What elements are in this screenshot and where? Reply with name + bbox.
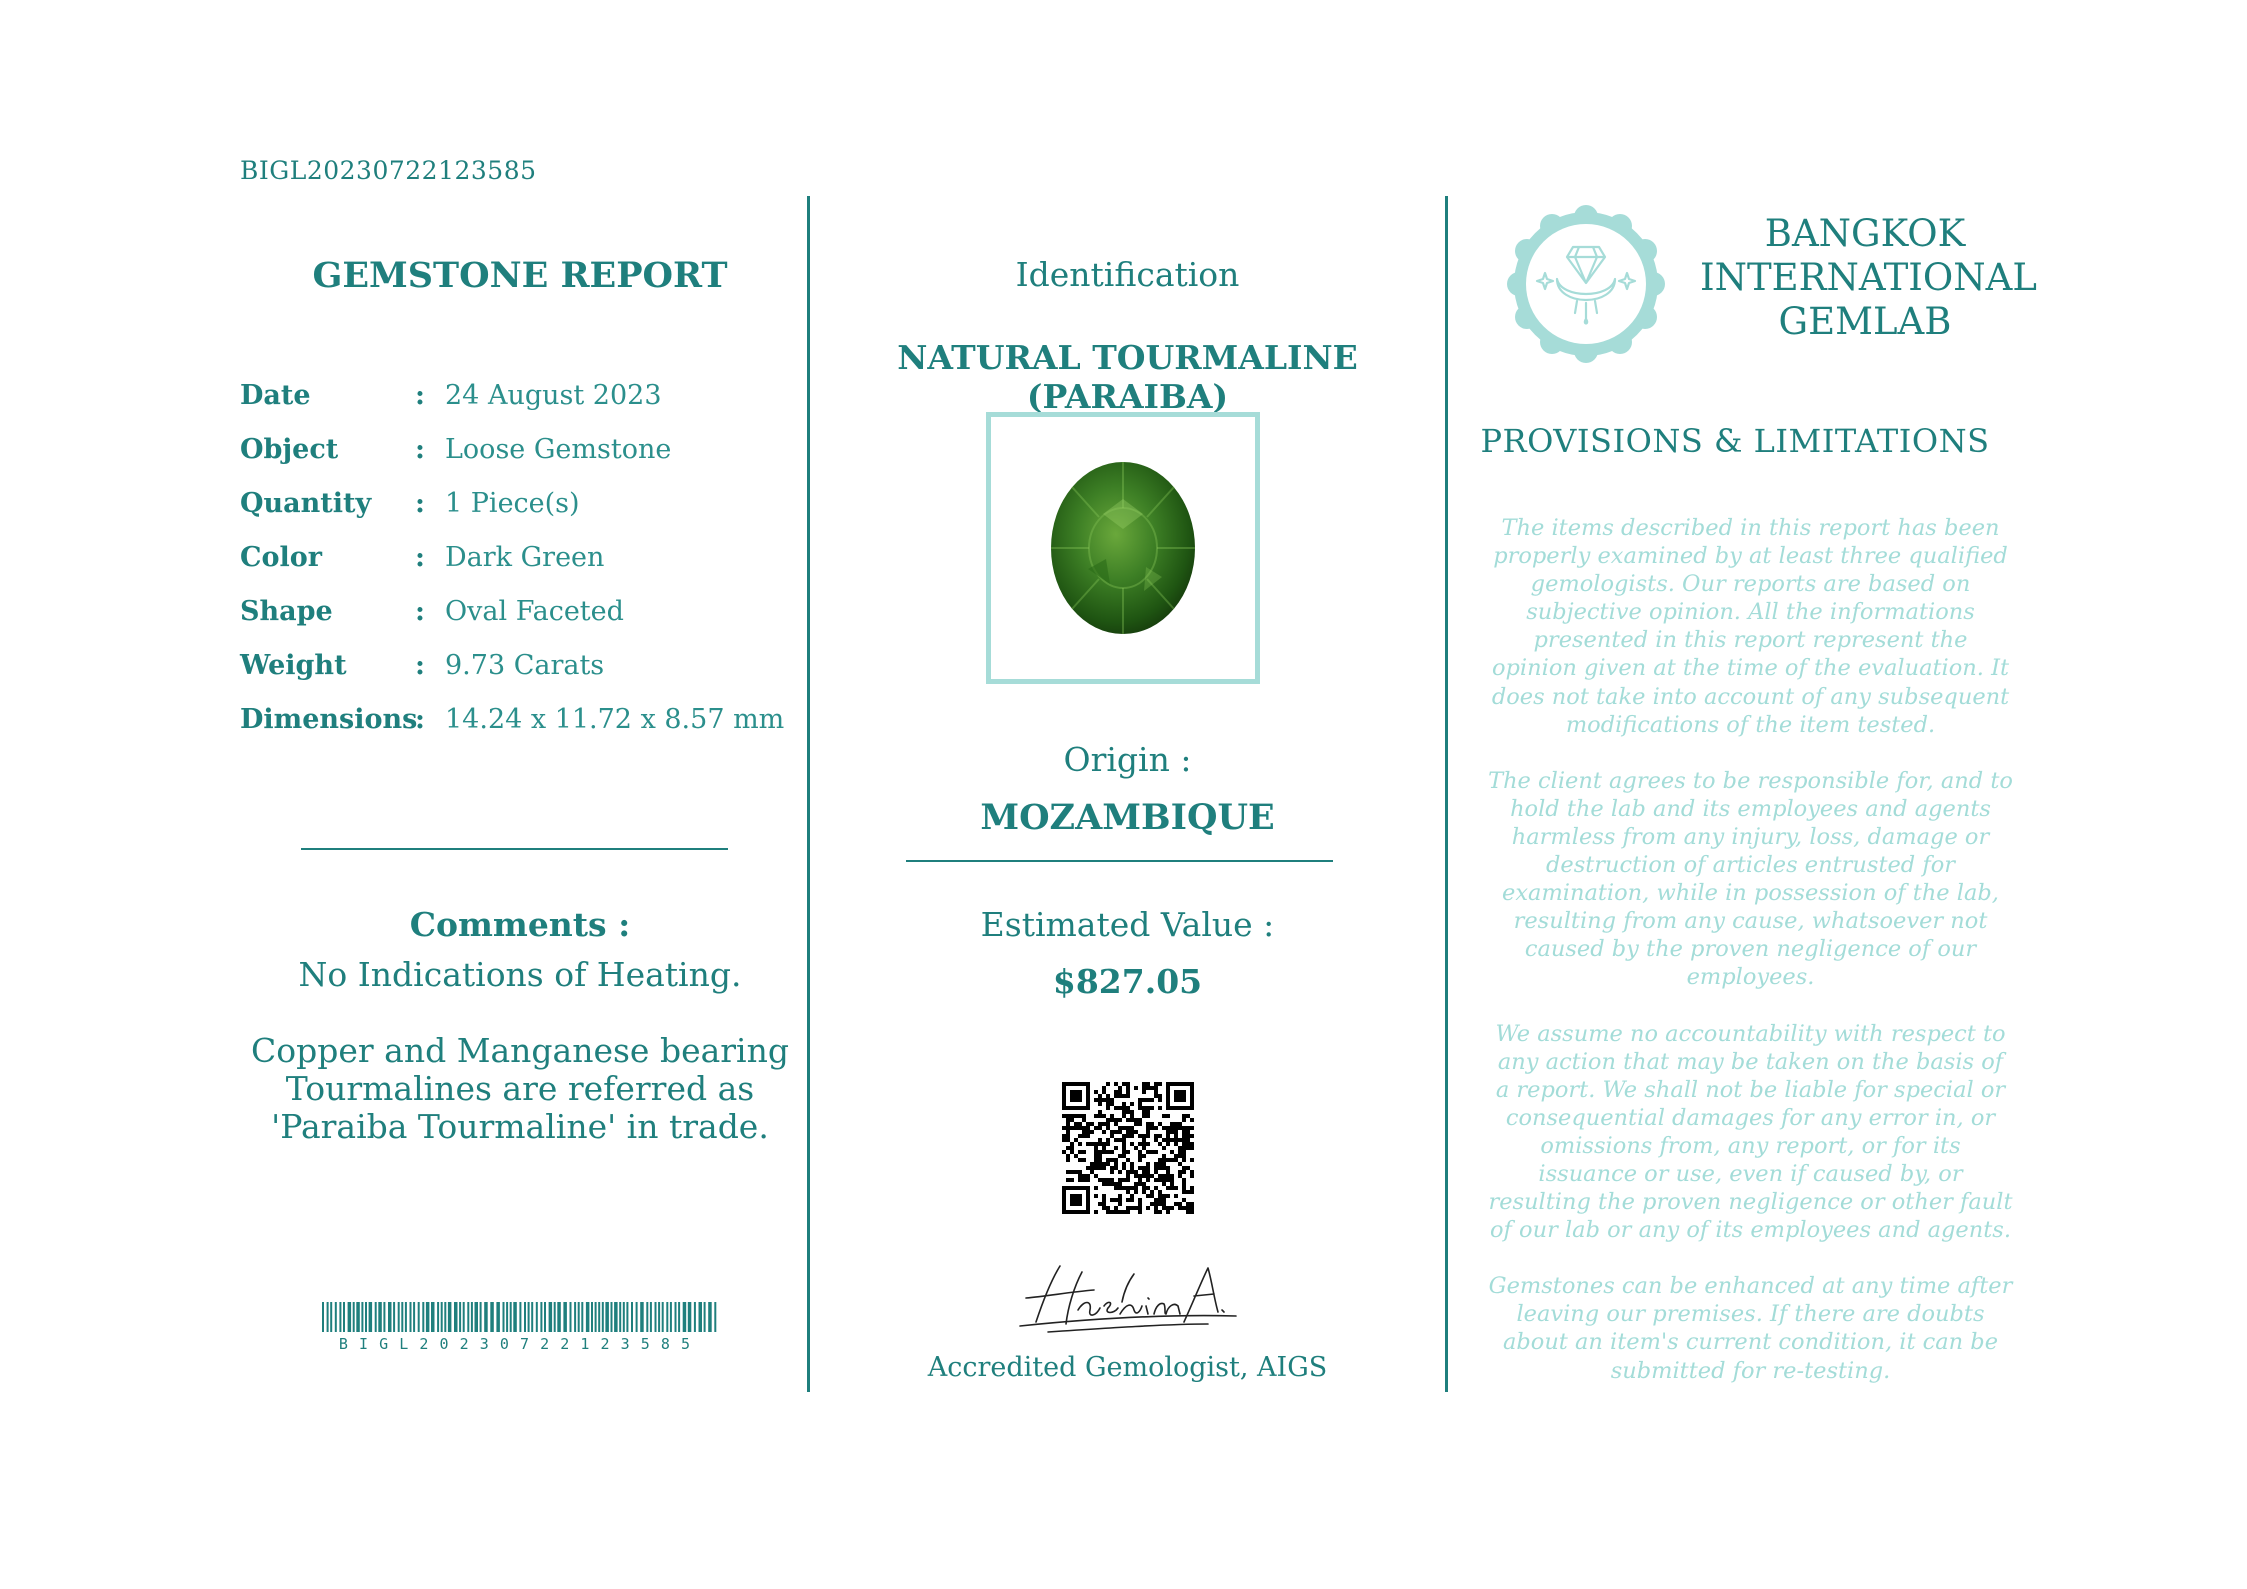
lab-name [1700, 212, 2037, 344]
provision-paragraph: The client agrees to be responsible for, and to hold the lab and its employees and agents harmless from any injury, loss, damage or destruction of articles entrusted for examination, while in possession of the lab, resulting from any cause, whatsoever not caused by the proven negligence of our employees. [1488, 767, 2013, 991]
field-label: Date [240, 379, 311, 411]
provisions-title: PROVISIONS & LIMITATIONS [1480, 422, 1990, 460]
lab-logo-seal [1505, 203, 1667, 369]
divider-line [906, 860, 1333, 862]
details-table [240, 368, 784, 746]
field-separator: : [415, 649, 425, 681]
provision-paragraph: Gemstones can be enhanced at any time after leaving our premises. If there are doubts about an item's current condition, it can be submitted for re-testing. [1488, 1273, 2013, 1384]
gemstone-image [1048, 459, 1198, 637]
field-row-weight [240, 638, 784, 692]
field-value: Loose Gemstone [445, 433, 672, 465]
field-label: Object [240, 433, 339, 465]
divider-line [301, 848, 728, 850]
comment-line: Copper and Manganese bearing Tourmalines are referred as 'Paraiba Tourmaline' in trade. [251, 1031, 789, 1146]
field-row-object [240, 422, 784, 476]
field-separator: : [415, 433, 425, 465]
column-divider-right [1445, 196, 1448, 1392]
report-title: GEMSTONE REPORT [312, 255, 728, 296]
qr-code [1062, 1082, 1194, 1218]
provision-paragraph: We assume no accountability with respect to any action that may be taken on the basis of a report. We shall not be liable for special or consequential damages for any error in, or omissions from, any report, or for its issuance or use, even if caused by, or resulting the proven negligence or other fault of our lab or any of its employees and agents. [1488, 1020, 2013, 1244]
comment-line: No Indications of Heating. [298, 955, 742, 994]
comments-body [240, 956, 800, 1184]
seal-icon [1505, 203, 1667, 365]
field-row-dimensions [240, 692, 784, 746]
barcode [322, 1302, 718, 1353]
field-label: Quantity [240, 487, 372, 519]
field-separator: : [415, 487, 425, 519]
field-separator: : [415, 379, 425, 411]
barcode-bars [322, 1302, 718, 1332]
lab-name-line: GEMLAB [1778, 300, 1952, 343]
field-value: Dark Green [445, 541, 605, 573]
field-separator: : [415, 595, 425, 627]
field-value: 1 Piece(s) [445, 487, 580, 519]
field-value: Oval Faceted [445, 595, 624, 627]
field-label: Color [240, 541, 322, 573]
lab-name-line: BANGKOK [1764, 212, 1966, 255]
comments-title: Comments : [409, 905, 631, 944]
field-value: 24 August 2023 [445, 379, 662, 411]
field-separator: : [415, 703, 425, 735]
identification-label: Identification [1015, 255, 1240, 294]
field-separator: : [415, 541, 425, 573]
provision-paragraph: The items described in this report has been properly examined by at least three qualified gemologists. Our reports are based on subjective opinion. All the informations presented in this report represent the opinion given at the time of the evaluation. It does not take into account of any subsequent modifications of the item tested. [1491, 515, 2010, 738]
field-row-color [240, 530, 784, 584]
field-row-quantity [240, 476, 784, 530]
field-value: 14.24 x 11.72 x 8.57 mm [445, 703, 785, 735]
report-id: BIGL20230722123585 [240, 156, 537, 185]
field-value: 9.73 Carats [445, 649, 605, 681]
lab-name-line: INTERNATIONAL [1700, 256, 2037, 299]
field-label: Dimensions [240, 703, 418, 735]
signature-image [1008, 1252, 1248, 1342]
estimated-value-label: Estimated Value : [980, 905, 1275, 944]
qr-code-image [1062, 1082, 1194, 1214]
provisions-body [1488, 514, 2013, 1413]
gemologist-signature [1008, 1252, 1248, 1346]
field-label: Shape [240, 595, 333, 627]
origin-value: MOZAMBIQUE [980, 797, 1275, 838]
origin-label: Origin : [1063, 740, 1192, 779]
field-row-shape [240, 584, 784, 638]
field-label: Weight [240, 649, 347, 681]
gemstone-photo-frame [986, 412, 1260, 684]
identification-value: NATURAL TOURMALINE (PARAIBA) [897, 338, 1358, 416]
field-row-date [240, 368, 784, 422]
signature-caption: Accredited Gemologist, AIGS [927, 1352, 1328, 1383]
estimated-value: $827.05 [1052, 962, 1203, 1001]
barcode-text: BIGL20230722123585 [338, 1335, 702, 1353]
